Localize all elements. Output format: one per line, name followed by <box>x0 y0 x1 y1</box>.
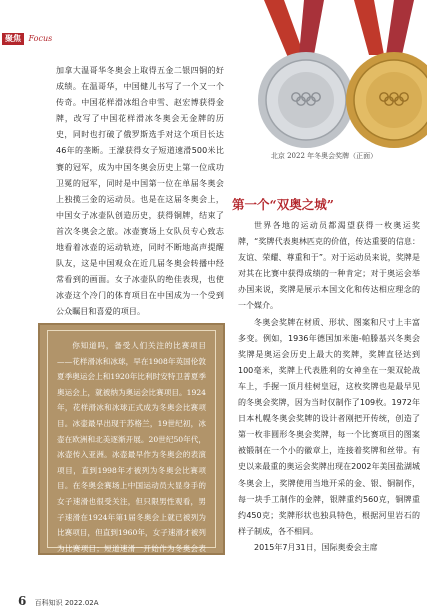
silver-ribbon-left <box>264 0 304 60</box>
sidebox-paragraph: 你知道吗，备受人们关注的比赛项目——花样滑冰和冰球，早在1908年英国伦敦夏季奥运会上和1920年比利时安特卫普夏季奥运会上，就被纳为奥运会比赛项目。1924年，花样滑冰和冰球正式成为冬奥会比赛项目。冰壶最早出现于苏格兰，19世纪初，冰壶在欧洲和北美逐渐开展。20世纪50年代，冰壶传入亚洲。冰壶最早作为冬奥会的表演项目，直到1998年才被列为冬奥会比赛项目。在冬奥会赛场上中国运动员大显身手的女子速滑也很受关注，但只限男性观看，男子速滑在1924年第1届冬奥会上就已被列为比赛项目，但直到1960年，女子速滑才被列为比赛项目；短道速滑一开始作为冬奥会表演项目，1992年才被列为正式比赛项目。 <box>57 341 206 569</box>
left-paragraph-1: 加拿大温哥华冬奥会上取得五金二银四铜的好成绩。在温哥华，中国健儿书写了一个又一个传奇。中国花样滑冰组合申雪、赵宏博获得金牌，改写了中国花样滑冰冬奥会无金牌的历史，同时也打破了俄罗斯选手对这个项目长达46年的垄断。王濛获得女子短道速滑500米比赛的冠军，成为中国冬奥会历史上第一位成功卫冕的冠军，同时是中国第一位在单届冬奥会上独揽三金的运动员。也是在这届冬奥会上，中国女子冰壶队创造历史，获得铜牌，结束了首次冬奥会之旅。冰壶赛场上女队员专心致志地看着冰壶的运动轨迹，同时不断地高声提醒队友，这是中国观众在近几届冬奥会转播中经常看到的画面。女子冰壶队的绝佳表现，也使冰壶这个冷门的体育项目在中国成为一个受到公众瞩目和喜爱的项目。 <box>56 66 224 317</box>
right-column <box>232 196 420 556</box>
medal-caption: 北京 2022 年冬奥会奖牌（正面） <box>270 152 378 160</box>
did-you-know-text <box>47 330 216 569</box>
section-header <box>2 33 52 45</box>
section-english: Focus <box>28 34 53 43</box>
silver-ribbon-right <box>299 0 324 55</box>
page-number: 6 <box>18 594 27 608</box>
page-footer <box>18 594 99 608</box>
did-you-know-box <box>38 323 225 569</box>
gold-ribbon-right <box>386 0 414 55</box>
gold-ribbon-left <box>354 0 384 55</box>
right-paragraph-3: 2015年7月31日，国际奥委会主席 <box>254 542 378 552</box>
section-heading: 第一个“双奥之城” <box>232 197 334 212</box>
publication-name: 百科知识 2022.02A <box>34 599 99 607</box>
left-column <box>56 63 224 321</box>
medals-illustration <box>234 0 427 147</box>
right-paragraph-1: 世界各地的运动员都渴望获得一枚奥运奖牌，“奖牌代表奥林匹克的价值，传达重要的信息：友谊、荣耀、尊重和于”。对于运动员来说，奖牌是对其在比赛中获得成绩的一种肯定；对于奥运会举办国来说，奖牌是展示本国文化和传达相应理念的一个媒介。 <box>238 221 420 311</box>
medals-photo <box>234 0 427 147</box>
right-paragraph-2: 冬奥会奖牌在材质、形状、图案和尺寸上丰富多变。例如，1936年德国加米施-帕滕基兴冬奥会奖牌是奥运会历史上最大的奖牌，奖牌直径达到100毫米，奖牌上代表胜利的女神坐在一架双轮战车上，手握一顶月桂树皇冠，这枚奖牌也是最早见的冬奥会奖牌，因为当时仅制作了109枚。1972年日本札幌冬奥会奖牌的设计者刚把开传统，创造了第一枚非圆形冬奥会奖牌，每一个比赛项目的图案被锻制在一个小的徽章上，连接着奖牌和丝带。有史以来最重的奥运会奖牌出现在2002年美国盐湖城冬奥会上，奖牌使用当地开采的金、银、铜制作，每一块手工制作的金牌，银牌重约560克，铜牌重约450克；奖牌形状也独具特色，根据河里岩石的样子制成，各不相同。 <box>238 317 420 536</box>
section-tag: 聚焦 <box>2 33 24 45</box>
